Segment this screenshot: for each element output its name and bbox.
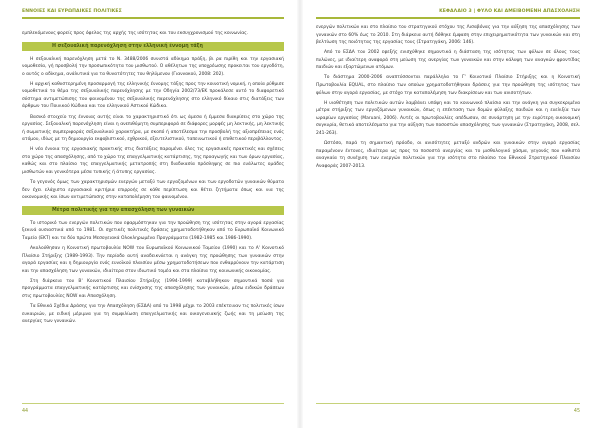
right-paragraph: Από το ΕΣΔΑ του 2002 εφεξής ενισχύθηκε σημαντικά η διάσταση της ισότητας των φύλων σε όλους τους πυλώνες, με ιδιαίτερη αναφορά στη μείωση της ανεργίας των γυναικών και στην κάλυψη των αναγκών φροντίδας παιδιών και εξαρτώμενων ατόμων. xyxy=(316,50,580,71)
right-page-number: 45 xyxy=(573,409,580,414)
left-header-rule xyxy=(22,17,284,19)
left-footer-rule xyxy=(22,403,284,404)
right-page xyxy=(306,0,580,428)
section1-paragraph: Το γεγονός όμως των χαρακτηρισμών ενεργών μεταξύ των εργαζομένων και των εργοδοτών γυναικών θύματα δεν έχει ελάχιστα εργασιακά κριτήρια επιρροής σε κάθε περίπτωση και θέτει ζητήματα όπως και νια της οικονομικής και ίσων αντιμετώπισης στην καταπολέμηση του φαινομένου. xyxy=(22,180,284,201)
section-heading-harassment: Η σεξουαλική παρενόχληση στην ελληνική έννομη τάξη xyxy=(22,42,284,51)
right-paragraph: Το διάστημα 2000-2006 αναπτύσσονται παράλληλα το Γ' Κοινοτικό Πλαίσιο Στήριξης και η Κοινοτική Πρωτοβουλία EQUAL, στο πλαίσιο των οποίων χρηματοδοτήθηκαν δράσεις για την προώθηση της ισότητας των φύλων στην αγορά εργασίας, με στόχο την καταπολέμηση των διακρίσεων και των ανισοτήτων. xyxy=(316,75,580,96)
left-running-head: ΕΝΝΟΙΕΣ ΚΑΙ ΕΥΡΩΠΑΙΚΕΣ ΠΟΛΙΤΙΚΕΣ xyxy=(22,9,122,14)
section-heading-employment-policies: Μέτρα πολιτικής για την απασχόληση των γυναικών xyxy=(22,206,284,215)
left-page-body xyxy=(22,30,284,328)
left-page xyxy=(22,0,306,428)
right-paragraph: Η υιοθέτηση των πολιτικών αυτών λαμβάνει υπόψη και το κοινωνικό πλαίσιο και την ανάγκη για συγκεκριμένα μέτρα στήριξης των εργαζόμενων γυναικών, όπως η επέκταση των δομών φύλαξης παιδιών και η ευελιξία των ωραρίων εργασίας (Maruani, 2006). Αυτές οι πρωτοβουλίες απέδωσαν, σε συνάρτηση με την ευρύτερη οικονομική συγκυρία, θετικά αποτελέσματα για την αύξηση των ποσοστών απασχόλησης των γυναικών (Στρατηγάκη, 2008, σελ. 241-263). xyxy=(316,100,580,136)
section2-paragraph: Ακολούθησαν η Κοινοτική πρωτοβουλία NOW του Ευρωπαϊκού Κοινωνικού Ταμείου (1990) και το Α' Κοινοτικό Πλαίσιο Στήριξης (1989-1993). Την περίοδο αυτή αναδεικνύεται η ανάγκη της προώθησης των γυναικών στην αγορά εργασίας και η δημιουργία ενός ευνοϊκού πλαισίου μέσω χρηματοδοτήσεων που ενθαρρύνουν την κατάρτιση και την απασχόληση των γυναικών, ιδιαίτερα στον ιδιωτικό τομέα και στα πλαίσια της κοινωνικής οικονομίας. xyxy=(22,246,284,274)
section1-paragraph: Η αρχική καθυστερημένη προσαρμογή της ελληνικής έννομης τάξης προς την κοινοτική νομική, η οποία ρύθμισε νομοθετικά το θέμα της σεξουαλικής παρενόχλησης με την Οδηγία 2002/73/ΕΚ προκάλεσε αυτό το διαφορετικό σύστημα αντιμετώπισης του φαινομένου της σεξουαλικής παρενόχλησης στο ελληνικό δίκαιο στις διατάξεις των άρθρων του Ποινικού Κώδικα και του ελληνικού Αστικού Κώδικα. xyxy=(22,81,284,110)
section2-paragraph: Το ιστορικό των ενεργών πολιτικών που εφαρμόστηκαν για την προώθηση της ισότητας στην αγορά εργασίας ξεκινά ουσιαστικά από το 1981. Οι σχετικές πολιτικές δράσεις χρηματοδοτήθηκαν από το Ευρωπαϊκό Κοινωνικό Ταμείο (ΕΚΤ) και τα δύο πρώτα Μεσογειακά Ολοκληρωμένα Προγράμματα (1982-1985 και 1986-1990). xyxy=(22,220,284,241)
right-running-head: ΚΕΦΑΛΑΙΟ 3 | ΦΥΛΟ ΚΑΙ ΑΜΕΙΒΟΜΕΝΗ ΑΠΑΣΧΟΛΗΣΗ xyxy=(439,9,580,14)
section1-paragraph: Βασικό στοιχείο της έννοιας αυτής είναι το χαρακτηριστικό ότι ως άμεσα ή έμμεσα διακρίσεις στο χώρο της εργασίας. Σεξουαλική παρενόχληση είναι η ανεπιθύμητη συμπεριφορά σε διάφορες μορφές μη λεκτικής, μη λεκτικής ή σωματικής συμπεριφοράς σεξουαλικού χαρακτήρα, με σκοπό ή αποτέλεσμα την προσβολή της αξιοπρέπειας ενός ατόμου, ιδίως με τη δημιουργία εκφοβιστικού, εχθρικού, εξευτελιστικού, ταπεινωτικού ή επιθετικού περιβάλλοντος. xyxy=(22,114,284,143)
left-page-number: 44 xyxy=(22,409,29,414)
right-paragraph: Ωστόσο, παρά τη σημαντική πρόοδο, οι ανισότητες μεταξύ ανδρών και γυναικών στην αγορά εργασίας παραμένουν έντονες, ιδιαίτερα ως προς τα ποσοστά ανεργίας και το μισθολογικό χάσμα, γεγονός που καθιστά αναγκαία τη συνέχιση των ενεργών πολιτικών για την ισότητα στο πλαίσιο του Εθνικού Στρατηγικού Πλαισίου Αναφοράς 2007-2013. xyxy=(316,141,580,169)
intro-paragraph: εμπλεκόμενους φορείς προς όφελος της αρχής της ισότητας και του εκσυγχρονισμού της κοινωνίας. xyxy=(22,31,249,36)
right-paragraph: ενεργών πολιτικών και στο πλαίσιο του στρατηγικού στόχου της Λισαβόνας για την αύξηση της απασχόλησης των γυναικών στο 60% έως το 2010. Στη διάρκεια αυτή δόθηκε έμφαση στην επιχειρηματικότητα των γυναικών και στη βελτίωση της ποιότητας της εργασίας τους (Στρατηγάκη, 2006: 146). xyxy=(316,25,580,46)
section1-paragraph: Η νέα έννοια της εργασιακής πρακτικής στις διατάξεις παραμένει όλες τις εργασιακές πρακτικές και σχέσεις στο χώρο της απασχόλησης, από το χώρο της επαγγελματικής κατάρτισης, της προαγωγής και των όρων εργασίας, καθώς και στο πλαίσιο της επαγγελματικής μετατροπής στη διαδικασία πρόσληψης σε πιο ευάλωτες ομάδες μισθωτών και γενικότερα μέσα τυπικής ή άτυπης εργασίας. xyxy=(22,147,284,175)
section1-paragraph: Η σεξουαλική παρενόχληση μετά το Ν. 3488/2006 συνιστά αδίκημα πράξη, βι ρα πιρίθη και την εργασιακή νομοθεσία, γή προσβολή την προσωπικότητα του μισθωτού. Ο αθέλητων της υποχρέωσης προκειται του εργοδότη, ο αυτός ο αδίκημα, ανάλυτικά για τα θυνατότητες του θηλύμενου (Γιαννακού, 2008: 202). xyxy=(22,56,284,77)
section2-paragraph: Τα Εθνικά Σχέδια Δράσης για την Απασχόληση (ΕΣΔΑ) από το 1998 μέχρι το 2003 επέκτειναν τις πολιτικές ίσων ευκαιριών, με ειδική μέριμνα για τη συμφιλίωση επαγγελματικής και οικογενειακής ζωής και τη μείωση της ανεργίας των γυναικών. xyxy=(22,304,284,325)
right-header-rule xyxy=(316,17,580,19)
right-footer-rule xyxy=(316,403,580,404)
right-page-body xyxy=(316,24,580,173)
section2-paragraph: Στη διάρκεια του Β' Κοινοτικού Πλαισίου Στήριξης (1994-1999) καταβλήθηκαν σημαντικά ποσά για προγράμματα επαγγελματικής κατάρτισης και ενίσχυσης της απασχόλησης των γυναικών, μέσω ειδικών δράσεων στις πρωτοβουλίες NOW και Απασχόληση. xyxy=(22,278,284,299)
